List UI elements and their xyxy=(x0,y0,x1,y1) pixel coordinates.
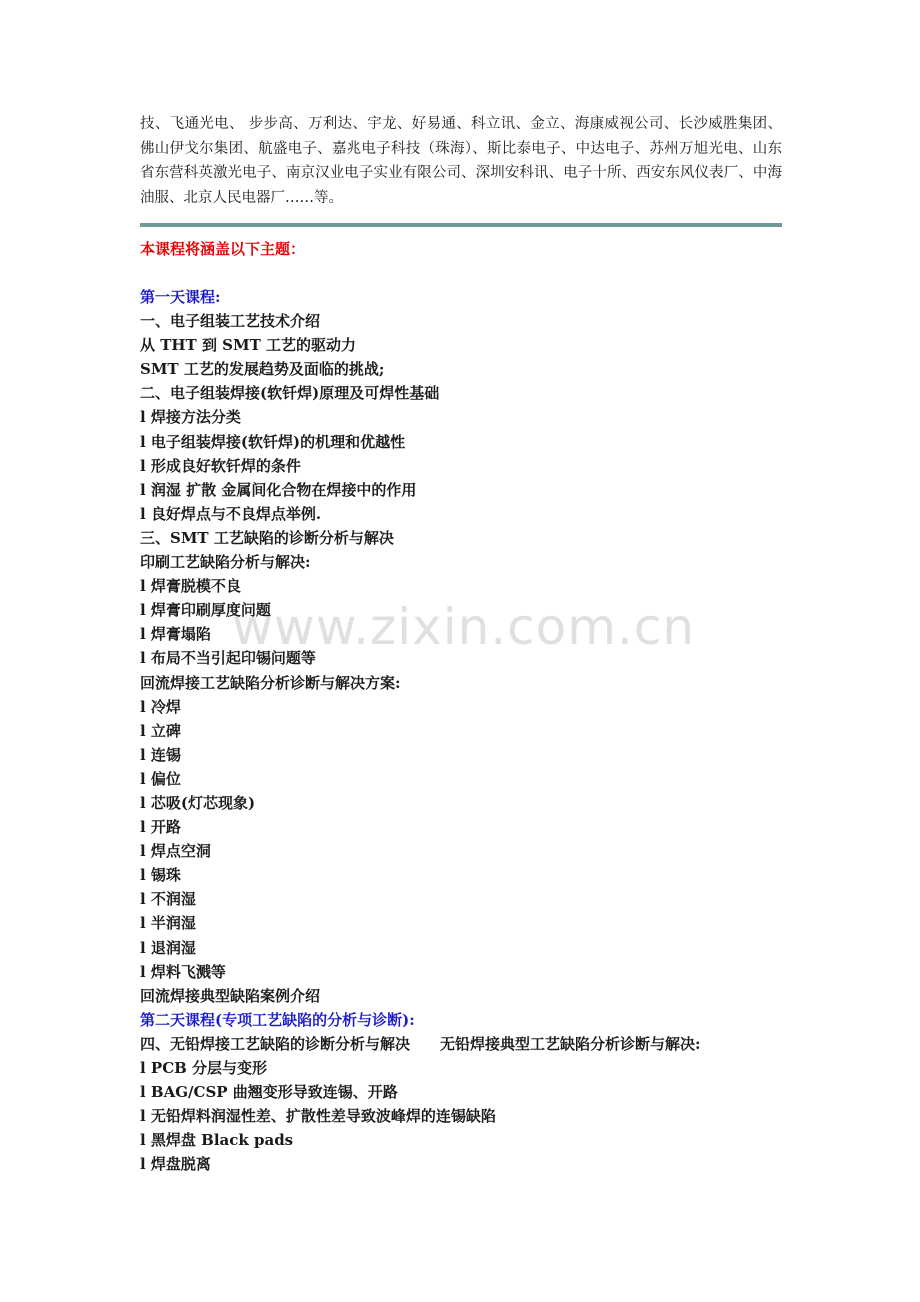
outline-line xyxy=(140,1032,782,1056)
outline-line xyxy=(140,333,782,357)
outline-line xyxy=(140,984,782,1008)
outline-line xyxy=(140,526,782,550)
outline-line xyxy=(140,1152,782,1176)
outline-text: l PCB 分层与变形 xyxy=(140,1059,268,1077)
outline-line xyxy=(140,743,782,767)
outline-text: 一、电子组装工艺技术介绍 xyxy=(140,312,321,331)
document-page xyxy=(140,112,782,1176)
outline-text: l 润湿 扩散 金属间化合物在焊接中的作用 xyxy=(140,480,417,499)
outline-line xyxy=(140,309,782,333)
outline-line xyxy=(140,695,782,719)
outline-text: SMT 工艺的发展趋势及面临的挑战; xyxy=(140,360,385,379)
outline-line xyxy=(140,936,782,960)
outline-text: l 良好焊点与不良焊点举例. xyxy=(140,504,322,523)
outline-line xyxy=(140,887,782,911)
outline-line xyxy=(140,767,782,791)
outline-text: l 冷焊 xyxy=(140,697,181,716)
outline-line xyxy=(140,502,782,526)
outline-text: l 焊点空洞 xyxy=(140,842,211,861)
outline-line xyxy=(140,550,782,574)
outline-text: l 布局不当引起印锡问题等 xyxy=(140,649,316,668)
outline-line xyxy=(140,1056,782,1080)
outline-line xyxy=(140,646,782,670)
outline-text: l 退润湿 xyxy=(140,938,196,957)
watermark: www.zixin.com.cn xyxy=(232,598,696,656)
outline-line xyxy=(140,454,782,478)
outline-text: l BAG/CSP 曲翘变形导致连锡、开路 xyxy=(140,1083,398,1102)
outline-text: 四、无铅焊接工艺缺陷的诊断分析与解决 xyxy=(140,1034,411,1053)
outline-text: 印刷工艺缺陷分析与解决: xyxy=(140,553,311,572)
outline-line xyxy=(140,357,782,381)
day-heading xyxy=(140,285,782,309)
outline-line xyxy=(140,815,782,839)
outline-text: l 电子组装焊接(软钎焊)的机理和优越性 xyxy=(140,432,406,451)
outline-text: l 焊膏脱模不良 xyxy=(140,577,241,596)
outline-line xyxy=(140,1128,782,1152)
outline-line xyxy=(140,598,782,622)
outline-line xyxy=(140,381,782,405)
topic-heading: 本课程将涵盖以下主题： xyxy=(140,240,306,258)
outline-text: l 焊料飞溅等 xyxy=(140,962,226,981)
outline-text: l 焊盘脱离 xyxy=(140,1155,211,1174)
outline-line xyxy=(140,960,782,984)
outline-line xyxy=(140,791,782,815)
outline-text-secondary: 无铅焊接典型工艺缺陷分析诊断与解决: xyxy=(440,1034,701,1053)
outline-text: l 开路 xyxy=(140,818,181,837)
outline-line xyxy=(140,405,782,429)
outline-text: 从 THT 到 SMT 工艺的驱动力 xyxy=(140,336,356,355)
outline-text: l 锡珠 xyxy=(140,866,181,885)
outline-text: l 黑焊盘 Black pads xyxy=(140,1131,294,1150)
outline-line xyxy=(140,839,782,863)
outline-line xyxy=(140,671,782,695)
outline-line xyxy=(140,478,782,502)
outline-text: 三、SMT 工艺缺陷的诊断分析与解决 xyxy=(140,528,394,547)
outline-line xyxy=(140,430,782,454)
outline-text: l 不润湿 xyxy=(140,890,196,909)
outline-text: l 焊膏印刷厚度问题 xyxy=(140,601,271,620)
outline-text: 回流焊接工艺缺陷分析诊断与解决方案: xyxy=(140,673,401,692)
day-heading xyxy=(140,1008,782,1032)
outline-text: l 偏位 xyxy=(140,769,181,788)
outline-text: 第一天课程: xyxy=(140,288,221,306)
outline-line xyxy=(140,622,782,646)
outline-line xyxy=(140,574,782,598)
outline-text: l 连锡 xyxy=(140,745,181,764)
outline-line xyxy=(140,719,782,743)
outline-text: l 形成良好软钎焊的条件 xyxy=(140,456,301,475)
outline-line xyxy=(140,911,782,935)
outline-line xyxy=(140,1080,782,1104)
outline-text: l 立碑 xyxy=(140,721,181,740)
outline-text: l 焊膏塌陷 xyxy=(140,625,211,644)
outline-text: l 半润湿 xyxy=(140,914,196,933)
outline-text: 二、电子组装焊接(软钎焊)原理及可焊性基础 xyxy=(140,384,440,403)
intro-paragraph: 技、飞通光电、 步步高、万利达、宇龙、好易通、科立讯、金立、海康威视公司、长沙威胜集团、佛山伊戈尔集团、航盛电子、嘉兆电子科技（珠海）、斯比泰电子、中达电子、苏州万旭光电、山东省东营科英激光电子、南京汉业电子实业有限公司、深圳安科讯、电子十所、西安东风仪表厂、中海油服、北京人民电器厂……等。 xyxy=(140,116,782,206)
course-outline xyxy=(140,285,782,1176)
outline-text: 回流焊接典型缺陷案例介绍 xyxy=(140,986,321,1005)
outline-line xyxy=(140,863,782,887)
outline-text: l 焊接方法分类 xyxy=(140,408,241,427)
outline-text: l 无铅焊料润湿性差、扩散性差导致波峰焊的连锡缺陷 xyxy=(140,1107,496,1126)
outline-text: 第二天课程(专项工艺缺陷的分析与诊断): xyxy=(140,1010,415,1029)
section-divider xyxy=(140,223,782,227)
outline-line xyxy=(140,1104,782,1128)
outline-text: l 芯吸(灯芯现象) xyxy=(140,793,256,812)
